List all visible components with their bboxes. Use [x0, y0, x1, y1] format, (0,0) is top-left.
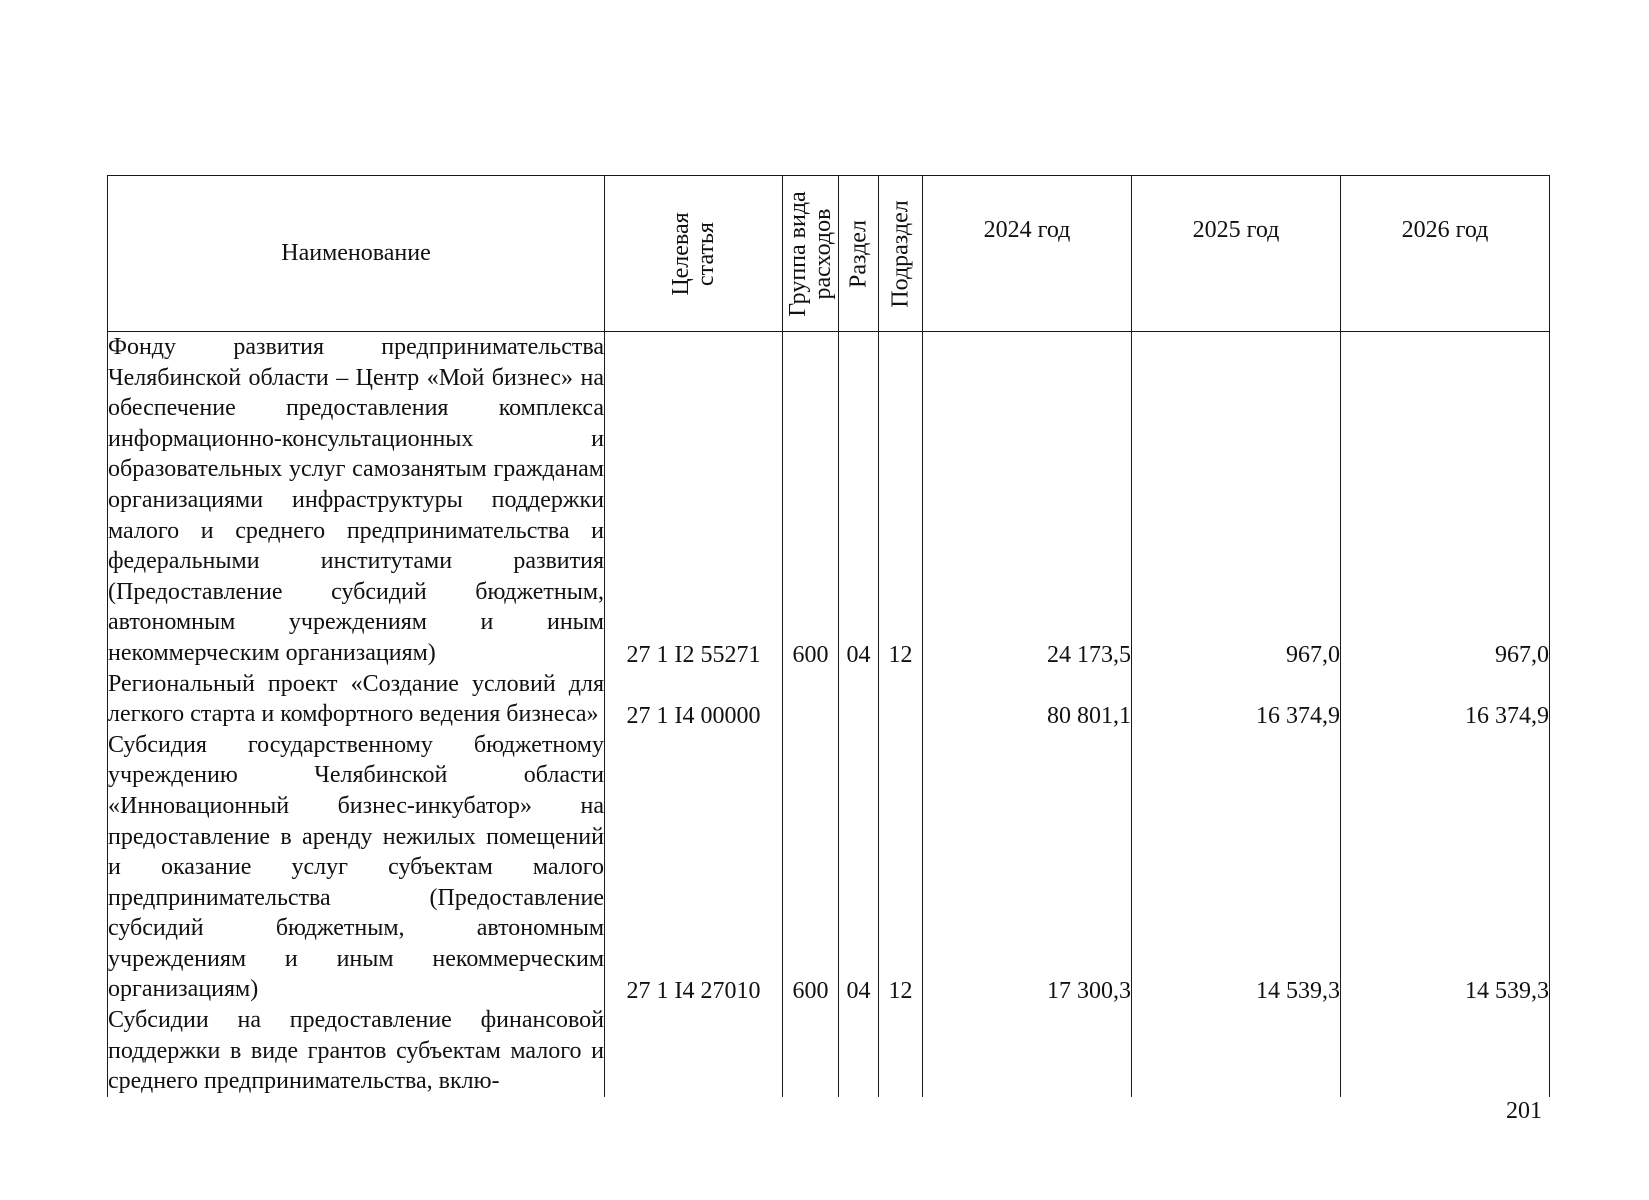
header-2026-label: 2026 год [1401, 217, 1489, 243]
row-2026: 16 374,9 [1341, 669, 1550, 730]
row-2024 [923, 1005, 1132, 1097]
row-section: 04 [839, 730, 879, 1005]
row-subsection [879, 669, 923, 730]
header-2025 [1132, 176, 1341, 332]
header-target [605, 176, 783, 332]
header-name: Наименование [108, 176, 605, 332]
row-subsection [879, 1005, 923, 1097]
row-section [839, 1005, 879, 1097]
row-section [839, 669, 879, 730]
header-subsection-label: Подраздел [886, 199, 913, 308]
row-2026: 967,0 [1341, 332, 1550, 669]
row-target: 27 1 I2 55271 [605, 332, 783, 669]
table-row [108, 669, 1550, 730]
row-subsection: 12 [879, 730, 923, 1005]
row-name: Фонду развития предпринимательства Челябинской области – Центр «Мой бизнес» на обеспечение предоставления комплекса информационно-консультационных и образовательных услуг самозанятым гражданам организациями инфраструктуры поддержки малого и среднего предпринимательства и федеральными институтами развития (Предоставление субсидий бюджетным, автономным учреждениям и иным некоммерческим организациям) [108, 332, 605, 669]
row-2024: 17 300,3 [923, 730, 1132, 1005]
row-2025 [1132, 1005, 1341, 1097]
row-name: Субсидия государственному бюджетному учреждению Челябинской области «Инновационный бизнес-инкубатор» на предоставление в аренду нежилых помещений и оказание услуг субъектам малого предпринимательства (Предоставление субсидий бюджетным, автономным учреждениям и иным некоммерческим организациям) [108, 730, 605, 1005]
header-subsection [879, 176, 923, 332]
row-target: 27 1 I4 27010 [605, 730, 783, 1005]
header-group-label: Группа вида расходов [784, 190, 836, 317]
table-body [108, 332, 1550, 1097]
header-group [783, 176, 839, 332]
table-header [108, 176, 1550, 332]
row-group [783, 1005, 839, 1097]
row-section: 04 [839, 332, 879, 669]
row-subsection: 12 [879, 332, 923, 669]
header-2024 [923, 176, 1132, 332]
row-target: 27 1 I4 00000 [605, 669, 783, 730]
header-2025-label: 2025 год [1192, 217, 1280, 243]
row-2026: 14 539,3 [1341, 730, 1550, 1005]
header-target-label: Целевая статья [667, 211, 719, 296]
table-row [108, 1005, 1550, 1097]
row-group: 600 [783, 730, 839, 1005]
header-section-label: Раздел [844, 219, 871, 288]
row-name: Субсидии на предоставление финансовой поддержки в виде грантов субъектам малого и среднего предпринимательства, вклю- [108, 1005, 605, 1097]
budget-table [107, 175, 1550, 1097]
row-group [783, 669, 839, 730]
row-target [605, 1005, 783, 1097]
row-2026 [1341, 1005, 1550, 1097]
table-row [108, 332, 1550, 669]
header-2026 [1341, 176, 1550, 332]
row-2024: 80 801,1 [923, 669, 1132, 730]
row-2025: 967,0 [1132, 332, 1341, 669]
row-group: 600 [783, 332, 839, 669]
row-2025: 16 374,9 [1132, 669, 1341, 730]
row-2024: 24 173,5 [923, 332, 1132, 669]
header-2024-label: 2024 год [983, 217, 1071, 243]
table-row [108, 730, 1550, 1005]
page-number: 201 [1506, 1098, 1542, 1124]
row-name: Региональный проект «Создание условий для легкого старта и комфортного ведения бизнеса» [108, 669, 605, 730]
row-2025: 14 539,3 [1132, 730, 1341, 1005]
header-section [839, 176, 879, 332]
